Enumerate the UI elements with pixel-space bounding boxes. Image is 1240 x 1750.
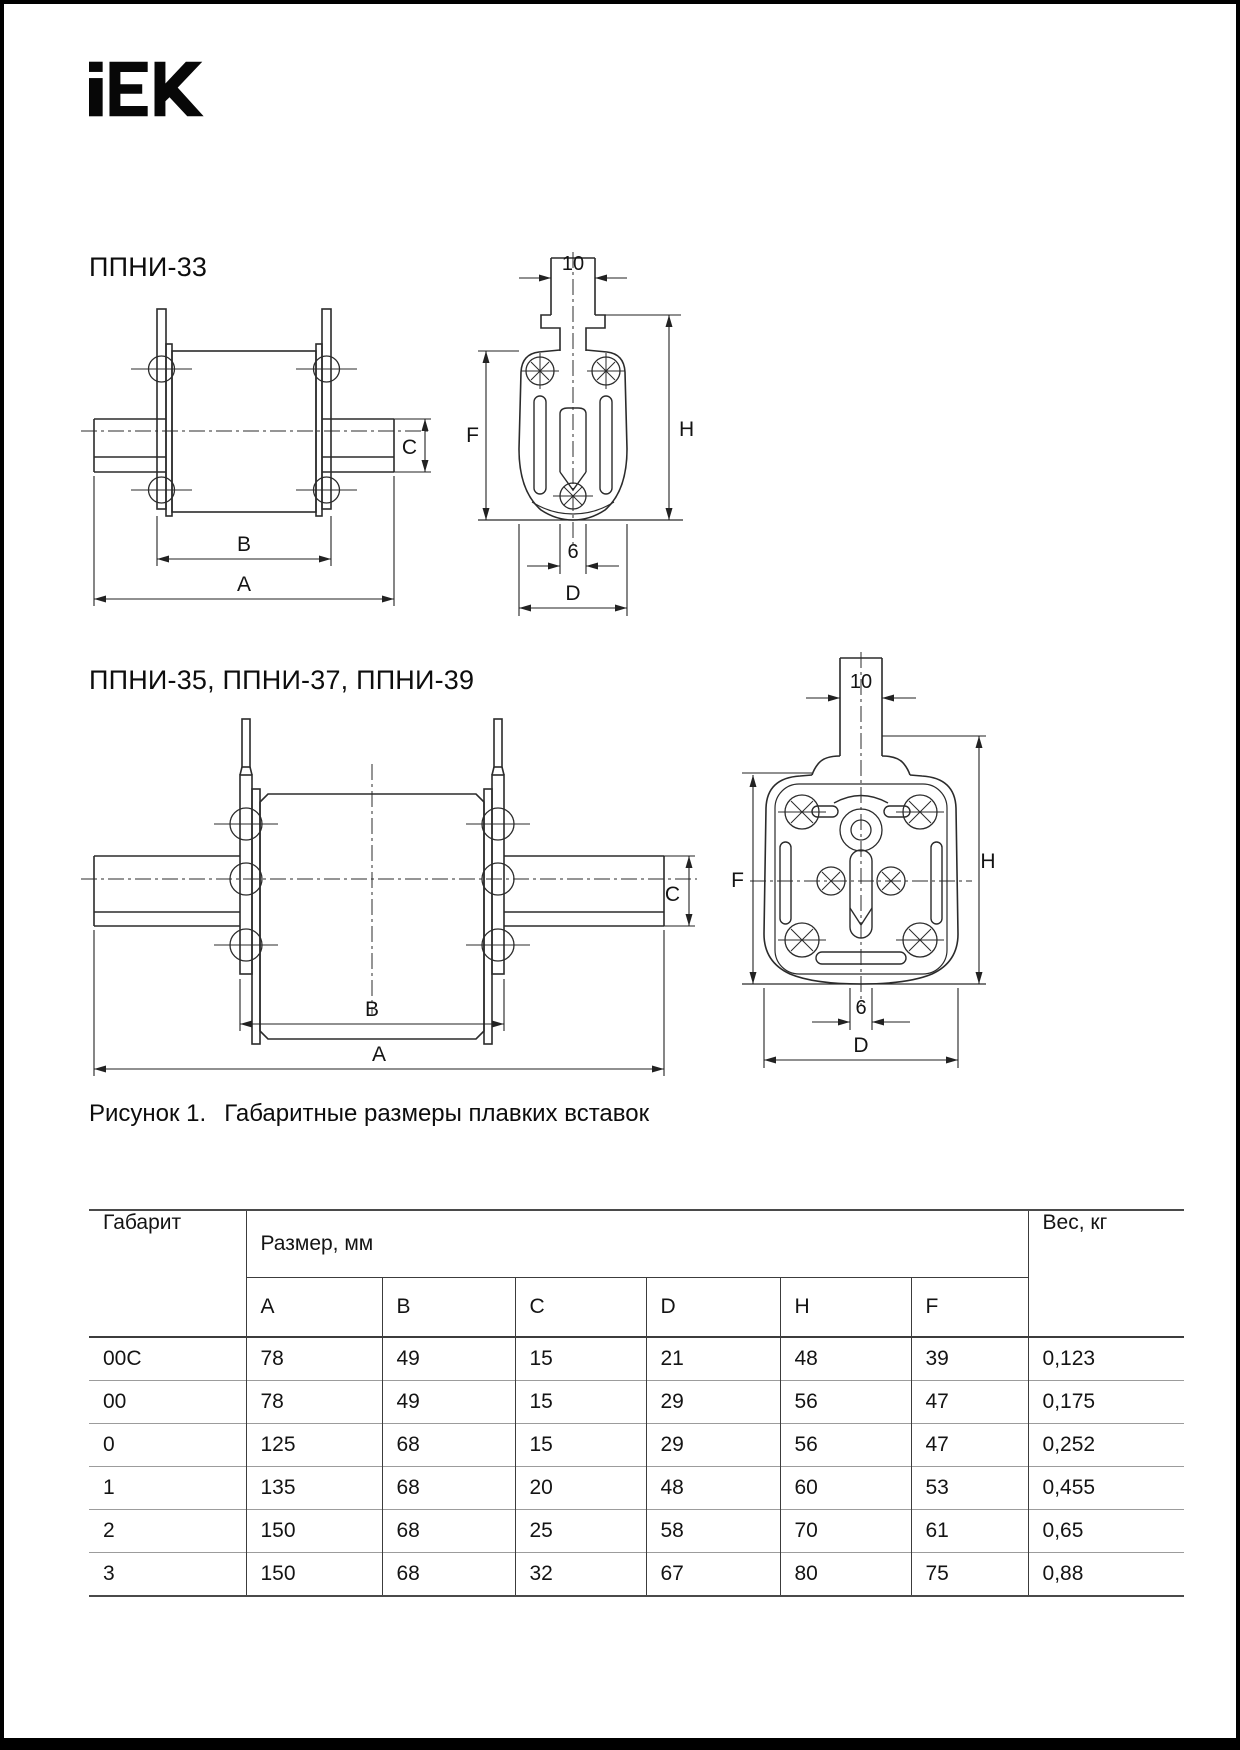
table-cell: 20 — [515, 1467, 646, 1510]
logo-k — [155, 62, 204, 117]
table-cell: 0,123 — [1028, 1337, 1184, 1381]
ppni-33-side-view-drawing — [79, 294, 434, 624]
caption-text: Габаритные размеры плавких вставок — [224, 1100, 650, 1127]
header-weight-kg: Вес, кг — [1028, 1210, 1184, 1337]
ppni-33-front-view-drawing — [429, 244, 699, 624]
dimensions-table — [89, 1209, 1184, 1597]
table-cell: 2 — [89, 1510, 246, 1553]
table-cell: 68 — [382, 1553, 515, 1597]
table-cell: 70 — [780, 1510, 911, 1553]
logo-i-stem — [89, 78, 103, 116]
header-col-c: C — [515, 1278, 646, 1338]
table-header-row-1 — [89, 1210, 1184, 1278]
table-cell: 1 — [89, 1467, 246, 1510]
blade-tip — [242, 719, 250, 767]
table-cell: 25 — [515, 1510, 646, 1553]
table-cell: 0 — [89, 1424, 246, 1467]
table-cell: 15 — [515, 1337, 646, 1381]
table-cell: 49 — [382, 1337, 515, 1381]
table-cell: 61 — [911, 1510, 1028, 1553]
busbar-right — [322, 419, 394, 472]
dimension-lines — [94, 856, 695, 1076]
fuse-blade — [492, 775, 504, 974]
table-row — [89, 1510, 1184, 1553]
table-cell: 29 — [646, 1424, 780, 1467]
table-cell: 29 — [646, 1381, 780, 1424]
dim-label-a: A — [236, 573, 252, 596]
table-row — [89, 1424, 1184, 1467]
caption-number: Рисунок 1. — [89, 1100, 207, 1127]
contact-plate — [484, 789, 492, 1044]
table-cell: 49 — [382, 1381, 515, 1424]
dim-label-d: D — [853, 1034, 869, 1057]
table-cell: 58 — [646, 1510, 780, 1553]
dim-label-b: B — [364, 998, 380, 1021]
header-col-h: H — [780, 1278, 911, 1338]
table-row — [89, 1467, 1184, 1510]
header-gabarit: Габарит — [103, 1211, 182, 1234]
blade-t-foot — [541, 315, 560, 351]
table-cell: 80 — [780, 1553, 911, 1597]
table-cell: 21 — [646, 1337, 780, 1381]
table-cell: 68 — [382, 1510, 515, 1553]
table-cell: 68 — [382, 1424, 515, 1467]
table-cell: 150 — [246, 1510, 382, 1553]
dim-label-f: F — [731, 869, 744, 892]
logo-i-dot — [89, 62, 103, 72]
figure1-title: ППНИ-33 — [89, 252, 208, 282]
table-cell: 15 — [515, 1424, 646, 1467]
busbar-left — [94, 419, 166, 472]
table-cell: 47 — [911, 1381, 1028, 1424]
header-col-a: A — [246, 1278, 382, 1338]
table-row — [89, 1381, 1184, 1424]
table-cell: 0,175 — [1028, 1381, 1184, 1424]
table-cell: 135 — [246, 1467, 382, 1510]
dim-label-a: A — [371, 1043, 387, 1066]
figure2-title: ППНИ-35, ППНИ-37, ППНИ-39 — [89, 665, 475, 695]
dim-label-10: 10 — [849, 671, 873, 693]
table-cell: 53 — [911, 1467, 1028, 1510]
dim-label-h: H — [679, 418, 695, 441]
table-row — [89, 1337, 1184, 1381]
dim-label-d: D — [565, 582, 581, 605]
dim-label-c: C — [664, 883, 680, 906]
table-cell: 56 — [780, 1424, 911, 1467]
table-cell: 0,252 — [1028, 1424, 1184, 1467]
table-cell: 60 — [780, 1467, 911, 1510]
fuse-blade — [240, 775, 252, 974]
table-cell: 150 — [246, 1553, 382, 1597]
figure-caption — [89, 1100, 649, 1128]
table-cell: 67 — [646, 1553, 780, 1597]
blade-tip — [494, 719, 502, 767]
table-cell: 56 — [780, 1381, 911, 1424]
header-size-mm: Размер, мм — [246, 1210, 1028, 1278]
table-cell: 0,455 — [1028, 1467, 1184, 1510]
table-cell: 48 — [646, 1467, 780, 1510]
table-cell: 15 — [515, 1381, 646, 1424]
table-cell: 78 — [246, 1337, 382, 1381]
dim-label-c: C — [401, 436, 417, 459]
dim-label-f: F — [466, 424, 479, 447]
table-cell: 39 — [911, 1337, 1028, 1381]
table-cell: 78 — [246, 1381, 382, 1424]
table-cell: 0,88 — [1028, 1553, 1184, 1597]
dim-label-6: 6 — [855, 997, 867, 1019]
table-row — [89, 1553, 1184, 1597]
table-header-row-2 — [89, 1278, 1184, 1338]
table-cell: 00C — [89, 1337, 246, 1381]
ppni-35-39-side-view-drawing — [79, 709, 699, 1094]
header-col-b: B — [382, 1278, 515, 1338]
dim-label-b: B — [236, 533, 252, 556]
contact-plate — [252, 789, 260, 1044]
fuse-blade — [322, 309, 331, 509]
dim-label-6: 6 — [567, 541, 579, 563]
busbar-right — [504, 856, 664, 926]
table-cell: 125 — [246, 1424, 382, 1467]
dimension-lines — [478, 278, 681, 616]
dim-label-h: H — [980, 850, 996, 873]
iek-logo — [89, 60, 205, 118]
table-cell: 00 — [89, 1381, 246, 1424]
table-cell: 32 — [515, 1553, 646, 1597]
size-table-body — [89, 1337, 1184, 1596]
table-cell: 68 — [382, 1467, 515, 1510]
busbar-left — [94, 856, 240, 926]
table-cell: 48 — [780, 1337, 911, 1381]
blade-t-foot — [586, 315, 605, 351]
ppni-35-39-front-view-drawing — [654, 644, 999, 1074]
table-cell: 3 — [89, 1553, 246, 1597]
logo-e — [109, 62, 147, 117]
table-cell: 0,65 — [1028, 1510, 1184, 1553]
header-col-d: D — [646, 1278, 780, 1338]
fuse-blade — [157, 309, 166, 509]
table-cell: 47 — [911, 1424, 1028, 1467]
dim-label-10: 10 — [561, 253, 585, 275]
bolt-circles — [149, 356, 340, 503]
header-col-f: F — [911, 1278, 1028, 1338]
table-cell: 75 — [911, 1553, 1028, 1597]
